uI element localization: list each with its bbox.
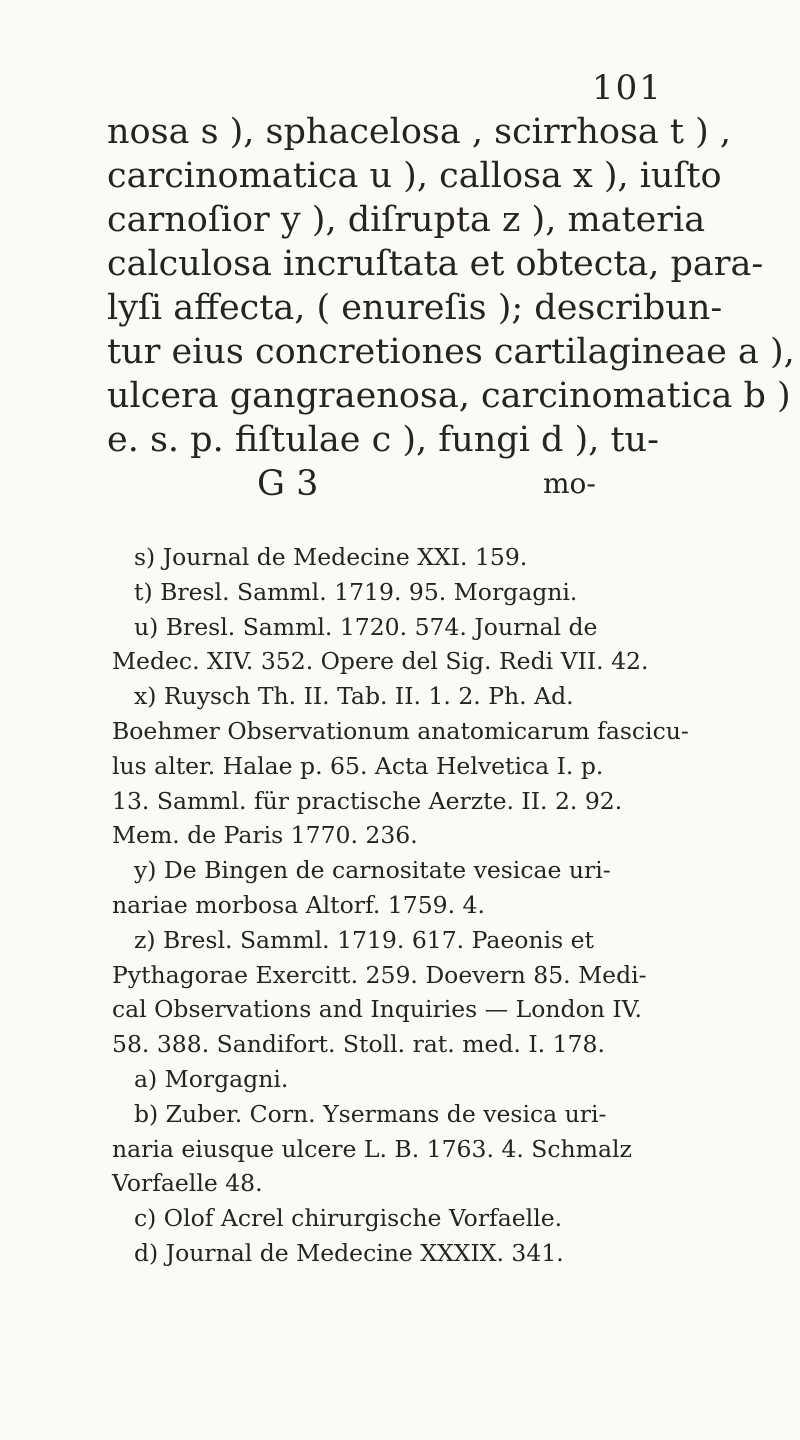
main-line: ulcera gangraenosa, carcinomatica b ): [107, 376, 791, 416]
footnote-line: Pythagorae Exercitt. 259. Doevern 85. Medi-: [112, 960, 647, 989]
footnote-line: Mem. de Paris 1770. 236.: [112, 821, 418, 850]
main-line: nosa s ), sphacelosa , scirrhosa t ) ,: [107, 112, 732, 152]
footnote-line: cal Observations and Inquiries — London IV.: [112, 995, 642, 1024]
main-line: carnoſior y ), diſrupta z ), materia: [107, 200, 706, 240]
footnote-line: y) De Bingen de carnositate vesicae uri-: [134, 856, 611, 885]
footnote-line: Boehmer Observationum anatomicarum fascicu-: [112, 716, 689, 745]
footnotes: [112, 540, 712, 1271]
footnote-line: naria eiusque ulcere L. B. 1763. 4. Schmalz: [112, 1134, 632, 1163]
main-text: [107, 110, 795, 506]
page-number: 101: [592, 68, 663, 108]
footnote-line: x) Ruysch Th. II. Tab. II. 1. 2. Ph. Ad.: [134, 682, 574, 711]
footnote-line: z) Bresl. Samml. 1719. 617. Paeonis et: [134, 925, 594, 954]
footnote-line: Medec. XIV. 352. Opere del Sig. Redi VII. 42.: [112, 647, 649, 676]
signature-line: [107, 462, 707, 506]
footnote-line: nariae morbosa Altorf. 1759. 4.: [112, 890, 485, 919]
catchword: mo-: [543, 467, 596, 500]
footnote-line: b) Zuber. Corn. Ysermans de vesica uri-: [134, 1099, 607, 1128]
footnote-line: t) Bresl. Samml. 1719. 95. Morgagni.: [134, 577, 578, 606]
signature-mark: G 3: [257, 464, 319, 504]
footnote-line: 13. Samml. für practische Aerzte. II. 2. 92.: [112, 786, 623, 815]
footnote-line: d) Journal de Medecine XXXIX. 341.: [134, 1238, 564, 1267]
footnote-line: 58. 388. Sandifort. Stoll. rat. med. I. 178.: [112, 1030, 605, 1059]
main-line: carcinomatica u ), callosa x ), iuſto: [107, 156, 722, 196]
main-line: calculosa incruſtata et obtecta, para-: [107, 244, 764, 284]
main-line: tur eius concretiones cartilagineae a ),: [107, 332, 795, 372]
footnote-line: lus alter. Halae p. 65. Acta Helvetica I. p.: [112, 751, 604, 780]
footnote-line: a) Morgagni.: [134, 1064, 289, 1093]
footnote-line: s) Journal de Medecine XXI. 159.: [134, 543, 528, 571]
main-line: lyſi affecta, ( enureſis ); describun-: [107, 288, 723, 328]
footnote-line: Vorfaelle 48.: [112, 1169, 263, 1198]
footnote-line: u) Bresl. Samml. 1720. 574. Journal de: [134, 612, 598, 641]
main-line: e. s. p. fiſtulae c ), fungi d ), tu-: [107, 420, 659, 460]
footnote-line: c) Olof Acrel chirurgische Vorfaelle.: [134, 1204, 563, 1233]
